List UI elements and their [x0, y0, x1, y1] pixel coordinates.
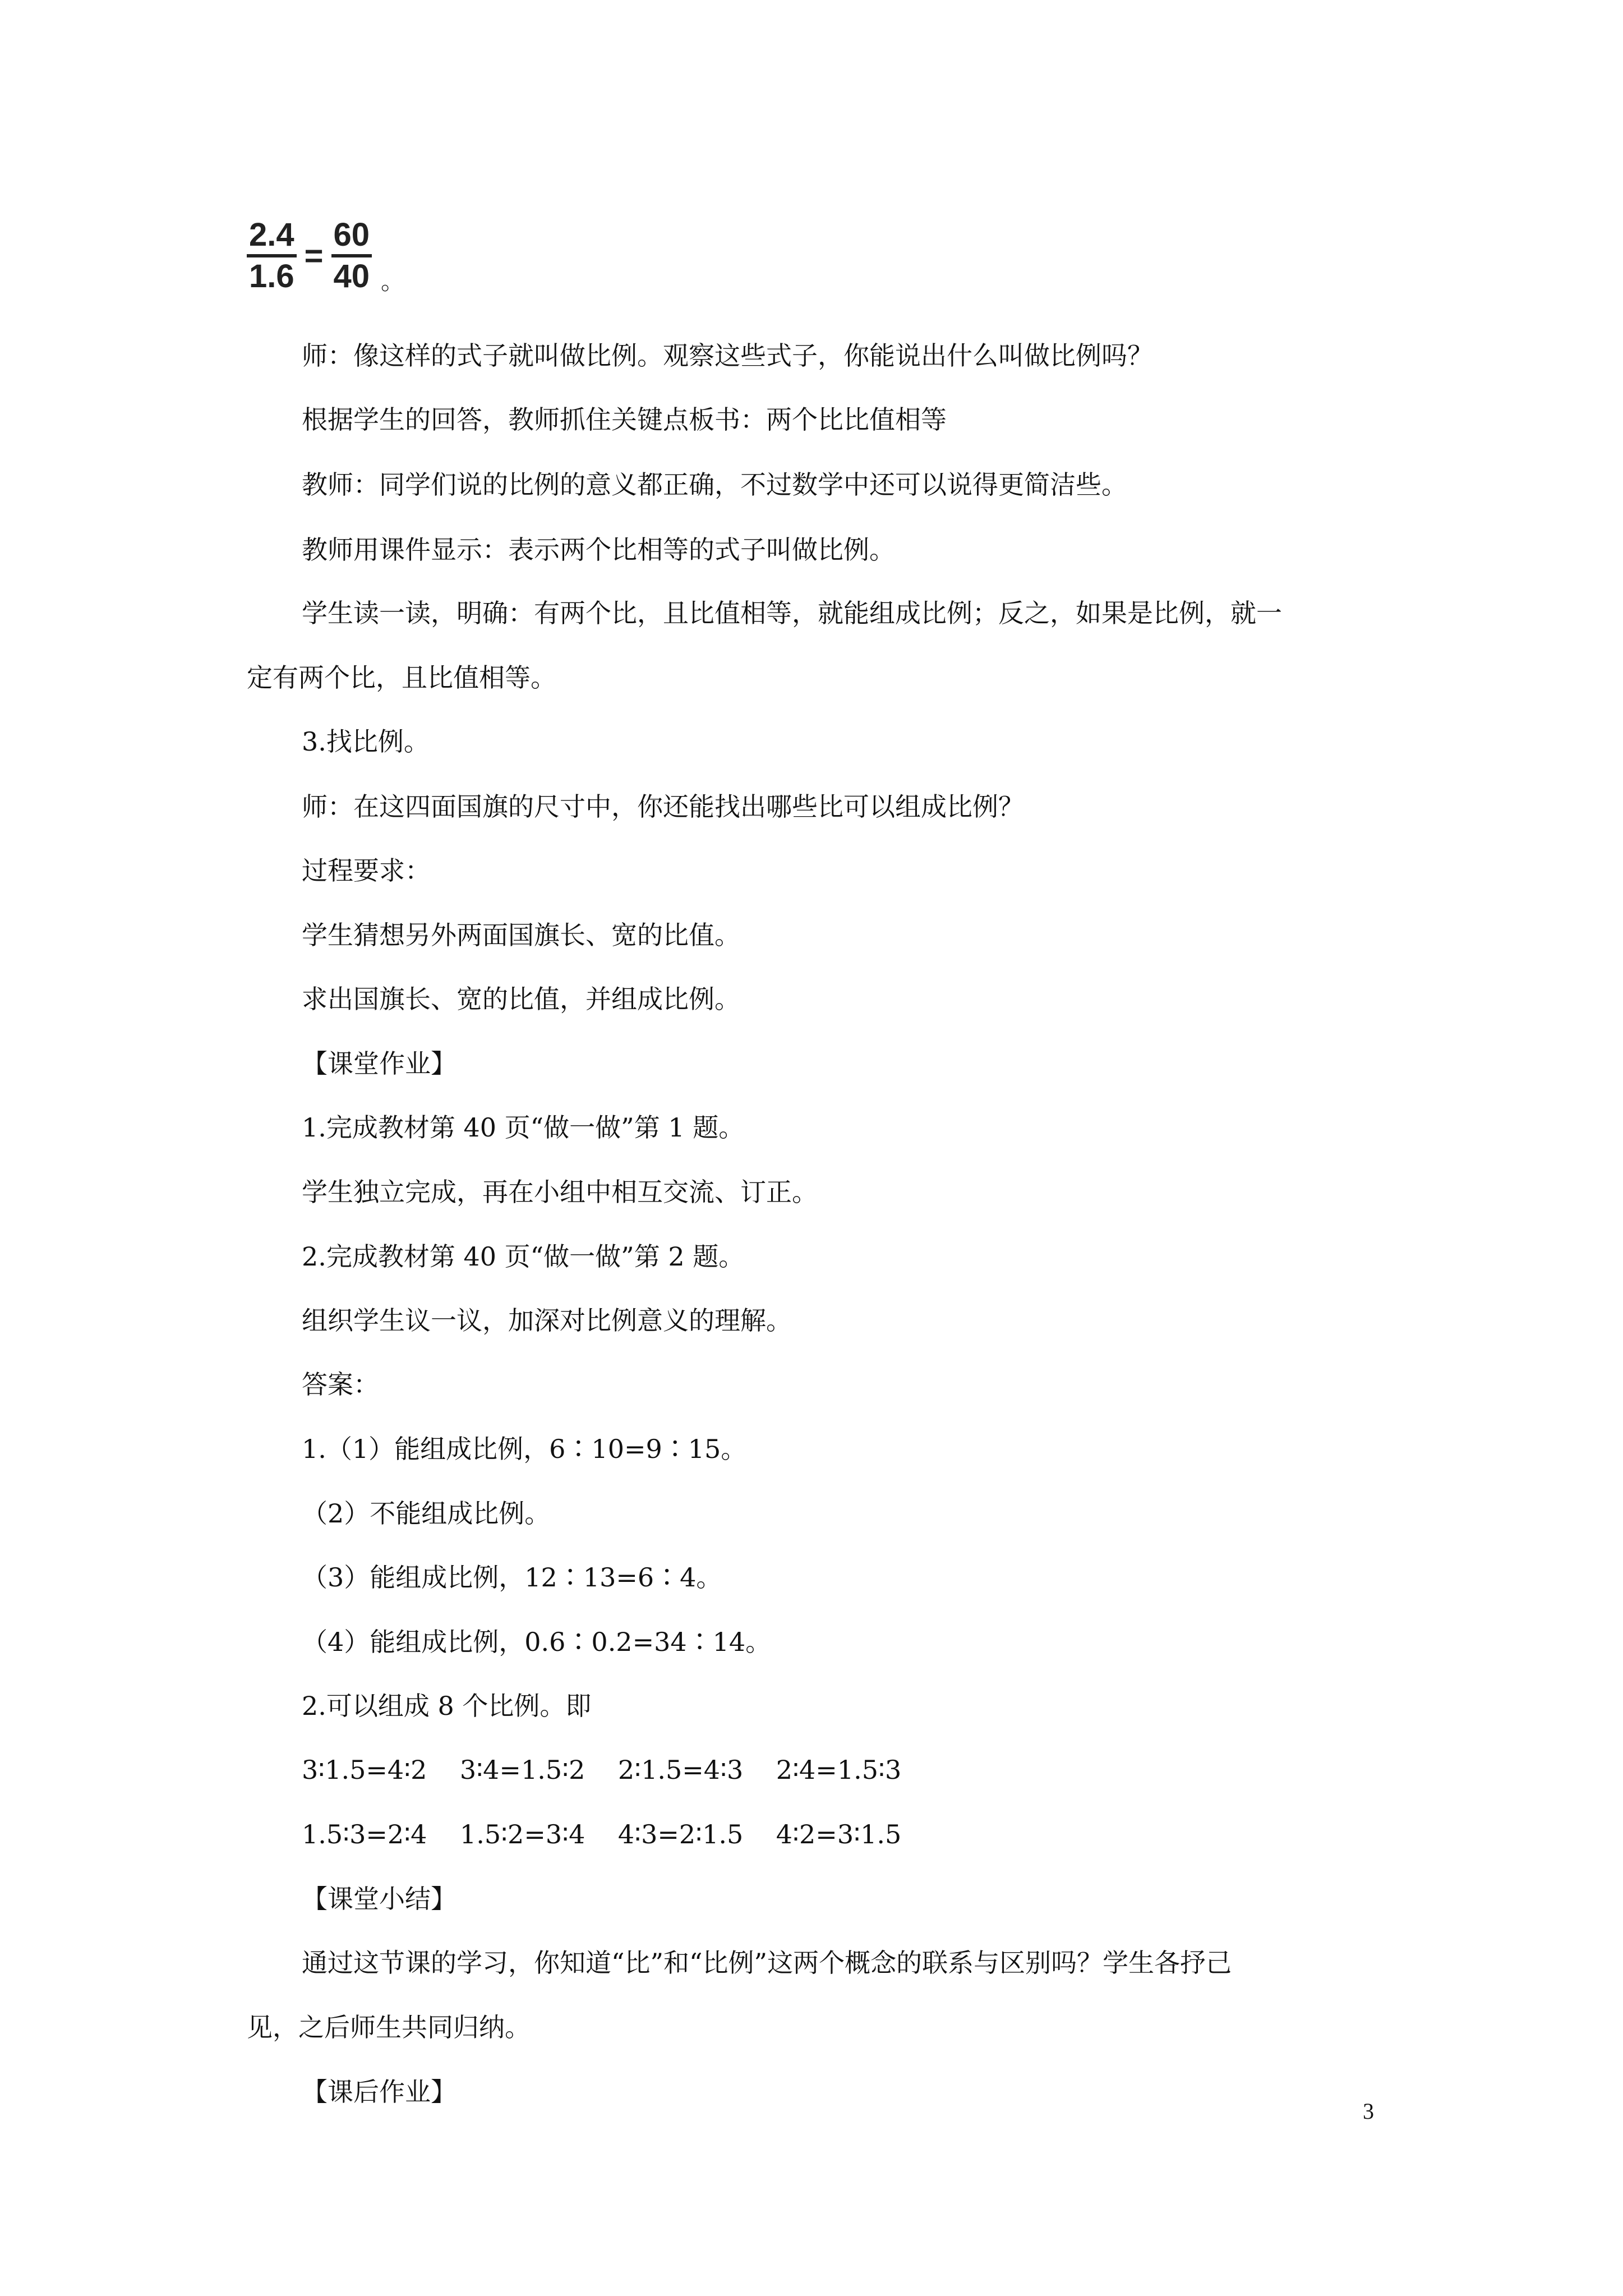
paragraph-line: 1.完成教材第 40 页“做一做”第 1 题。: [302, 1112, 745, 1143]
section-heading: 3.找比例。: [302, 726, 430, 757]
section-heading: 【课堂小结】: [302, 1884, 457, 1914]
paragraph-line: 教师：同学们说的比例的意义都正确，不过数学中还可以说得更简洁些。: [302, 470, 1127, 500]
paragraph-line: 组织学生议一议，加深对比例意义的理解。: [302, 1305, 792, 1336]
paragraph-line: 学生读一读，明确：有两个比，且比值相等，就能组成比例；反之，如果是比例，就一: [302, 598, 1282, 628]
section-heading: 【课后作业】: [302, 2077, 457, 2107]
page-number: 3: [1363, 2099, 1374, 2124]
paragraph-line: 过程要求：: [302, 855, 431, 886]
paragraph-line: 2.完成教材第 40 页“做一做”第 2 题。: [302, 1241, 745, 1272]
fraction-left: [247, 216, 297, 296]
paragraph-line: 学生猜想另外两面国旗长、宽的比值。: [302, 920, 740, 950]
proportion-equation: [247, 216, 404, 296]
paragraph-line: 学生独立完成，再在小组中相互交流、订正。: [302, 1177, 818, 1207]
equals-sign: =: [304, 237, 324, 274]
paragraph-line: 见，之后师生共同归纳。: [247, 2012, 531, 2042]
fraction-right-denominator: 40: [333, 258, 370, 295]
paragraph-line: 师：像这样的式子就叫做比例。观察这些式子，你能说出什么叫做比例吗？: [302, 341, 1153, 371]
answer-line: 1.（1）能组成比例，6∶10=9∶15。: [302, 1434, 747, 1464]
paragraph-line: 答案：: [302, 1369, 379, 1400]
paragraph-line: 教师用课件显示：表示两个比相等的式子叫做比例。: [302, 535, 895, 565]
answer-line: 3∶1.5=4∶2 3∶4=1.5∶2 2∶1.5=4∶3 2∶4=1.5∶3: [302, 1755, 902, 1785]
fraction-right-numerator: 60: [333, 217, 370, 253]
answer-line: （3）能组成比例，12∶13=6∶4。: [302, 1562, 722, 1593]
fraction-left-numerator: 2.4: [249, 217, 294, 253]
answer-line: 1.5∶3=2∶4 1.5∶2=3∶4 4∶3=2∶1.5 4∶2=3∶1.5: [302, 1819, 902, 1849]
answer-line: 2.可以组成 8 个比例。即: [302, 1691, 592, 1721]
equation-period: 。: [381, 268, 405, 295]
fraction-right: [331, 216, 372, 296]
paragraph-line: 根据学生的回答，教师抓住关键点板书：两个比比值相等: [302, 404, 947, 435]
paragraph-line: 求出国旗长、宽的比值，并组成比例。: [302, 984, 740, 1014]
paragraph-line: 师：在这四面国旗的尺寸中，你还能找出哪些比可以组成比例？: [302, 792, 1024, 822]
paragraph-line: 定有两个比，且比值相等。: [247, 662, 556, 693]
answer-line: （4）能组成比例，0.6∶0.2=34∶14。: [302, 1627, 772, 1657]
fraction-left-denominator: 1.6: [249, 258, 294, 295]
paragraph-line: 通过这节课的学习，你知道“比”和“比例”这两个概念的联系与区别吗？学生各抒己: [302, 1948, 1232, 1978]
answer-line: （2）不能组成比例。: [302, 1498, 551, 1529]
section-heading: 【课堂作业】: [302, 1048, 457, 1079]
